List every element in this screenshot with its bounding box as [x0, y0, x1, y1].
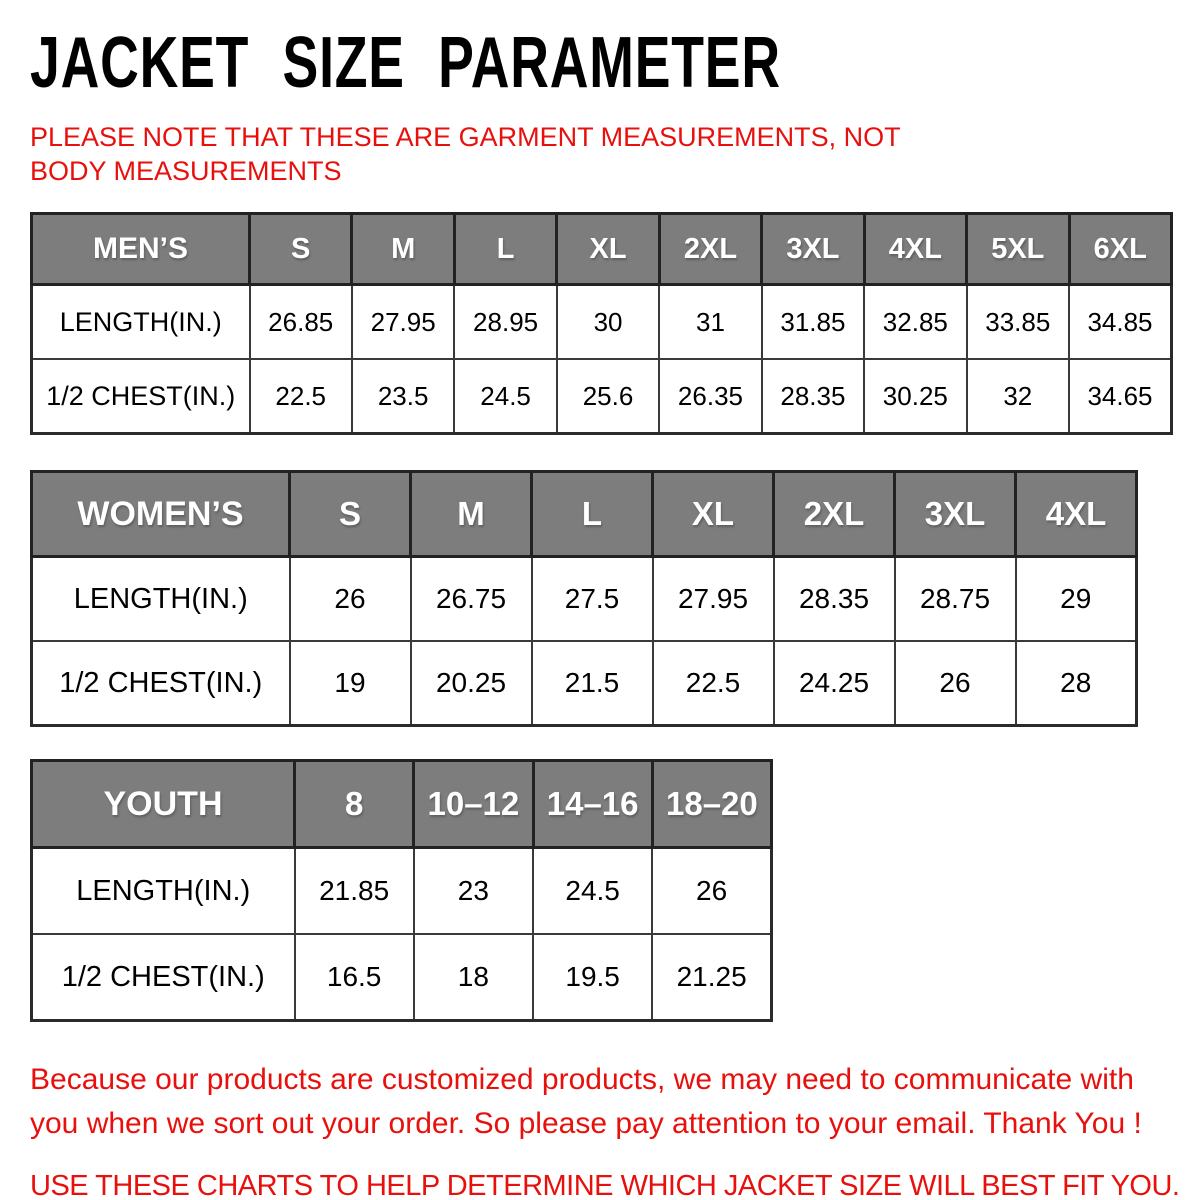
youth-measurement-cell: 19.5 [533, 934, 652, 1021]
mens-measurement-cell: 32.85 [864, 285, 966, 360]
womens-size-header-cell: 2XL [774, 472, 895, 557]
mens-measurement-cell: 34.85 [1069, 285, 1172, 360]
mens-size-header-cell: 5XL [967, 214, 1069, 285]
womens-header-row [32, 472, 1137, 557]
youth-row-label-cell: LENGTH(IN.) [32, 848, 295, 935]
womens-measurement-cell: 28.35 [774, 557, 895, 642]
mens-measurement-cell: 28.35 [762, 359, 864, 434]
mens-size-table [30, 212, 1173, 435]
mens-header-row [32, 214, 1172, 285]
womens-measurement-cell: 26 [290, 557, 411, 642]
youth-measurement-cell: 21.25 [652, 934, 771, 1021]
mens-measurement-cell: 23.5 [352, 359, 454, 434]
youth-measurement-cell: 18 [414, 934, 533, 1021]
mens-size-header-cell: 2XL [659, 214, 761, 285]
youth-measurement-cell: 21.85 [295, 848, 414, 935]
mens-measurement-cell: 28.95 [454, 285, 556, 360]
womens-table-row [32, 641, 1137, 726]
womens-row-label-cell: 1/2 CHEST(IN.) [32, 641, 290, 726]
mens-size-header-cell: S [250, 214, 352, 285]
womens-table-row [32, 557, 1137, 642]
youth-row-label-cell: 1/2 CHEST(IN.) [32, 934, 295, 1021]
womens-measurement-cell: 27.5 [532, 557, 653, 642]
mens-measurement-cell: 31 [659, 285, 761, 360]
mens-measurement-cell: 22.5 [250, 359, 352, 434]
womens-measurement-cell: 20.25 [411, 641, 532, 726]
youth-measurement-cell: 16.5 [295, 934, 414, 1021]
mens-table-row [32, 359, 1172, 434]
womens-size-header-cell: 3XL [895, 472, 1016, 557]
youth-table-row [32, 934, 772, 1021]
womens-size-header-cell: S [290, 472, 411, 557]
womens-table-title-cell: WOMEN’S [32, 472, 290, 557]
mens-table-title-cell: MEN’S [32, 214, 250, 285]
youth-size-header-cell: 14–16 [533, 761, 652, 848]
mens-size-header-cell: L [454, 214, 556, 285]
youth-measurement-cell: 24.5 [533, 848, 652, 935]
youth-table-row [32, 848, 772, 935]
charts-usage-note: USE THESE CHARTS TO HELP DETERMINE WHICH JACKET SIZE WILL BEST FIT YOU. [30, 1170, 1180, 1200]
womens-size-table [30, 470, 1138, 727]
womens-size-header-cell: 4XL [1016, 472, 1137, 557]
womens-measurement-cell: 28 [1016, 641, 1137, 726]
mens-measurement-cell: 27.95 [352, 285, 454, 360]
mens-size-header-cell: 3XL [762, 214, 864, 285]
youth-size-header-cell: 18–20 [652, 761, 771, 848]
womens-measurement-cell: 22.5 [653, 641, 774, 726]
mens-measurement-cell: 31.85 [762, 285, 864, 360]
womens-measurement-cell: 27.95 [653, 557, 774, 642]
mens-size-header-cell: XL [557, 214, 659, 285]
youth-measurement-cell: 26 [652, 848, 771, 935]
garment-measurement-note: PLEASE NOTE THAT THESE ARE GARMENT MEASUREMENTS, NOT BODY MEASUREMENTS [30, 122, 901, 186]
youth-header-row [32, 761, 772, 848]
mens-measurement-cell: 34.65 [1069, 359, 1172, 434]
mens-row-label-cell: LENGTH(IN.) [32, 285, 250, 360]
womens-measurement-cell: 19 [290, 641, 411, 726]
mens-measurement-cell: 33.85 [967, 285, 1069, 360]
mens-measurement-cell: 26.35 [659, 359, 761, 434]
womens-measurement-cell: 29 [1016, 557, 1137, 642]
mens-measurement-cell: 32 [967, 359, 1069, 434]
mens-measurement-cell: 25.6 [557, 359, 659, 434]
womens-size-header-cell: L [532, 472, 653, 557]
womens-measurement-cell: 21.5 [532, 641, 653, 726]
mens-size-header-cell: 4XL [864, 214, 966, 285]
mens-measurement-cell: 30 [557, 285, 659, 360]
womens-measurement-cell: 28.75 [895, 557, 1016, 642]
mens-size-header-cell: M [352, 214, 454, 285]
womens-size-header-cell: XL [653, 472, 774, 557]
mens-measurement-cell: 26.85 [250, 285, 352, 360]
communication-note: Because our products are customized products, we may need to communicate with you when we sort out your order. So please pay attention to your email. Thank You ! [30, 1063, 1142, 1140]
womens-measurement-cell: 24.25 [774, 641, 895, 726]
youth-size-header-cell: 8 [295, 761, 414, 848]
womens-size-header-cell: M [411, 472, 532, 557]
mens-measurement-cell: 30.25 [864, 359, 966, 434]
page-title: JACKET SIZE PARAMETER [30, 21, 781, 103]
youth-measurement-cell: 23 [414, 848, 533, 935]
mens-measurement-cell: 24.5 [454, 359, 556, 434]
youth-table-title-cell: YOUTH [32, 761, 295, 848]
womens-measurement-cell: 26 [895, 641, 1016, 726]
mens-table-row [32, 285, 1172, 360]
youth-size-header-cell: 10–12 [414, 761, 533, 848]
mens-size-header-cell: 6XL [1069, 214, 1172, 285]
youth-size-table [30, 759, 773, 1022]
mens-row-label-cell: 1/2 CHEST(IN.) [32, 359, 250, 434]
womens-row-label-cell: LENGTH(IN.) [32, 557, 290, 642]
womens-measurement-cell: 26.75 [411, 557, 532, 642]
